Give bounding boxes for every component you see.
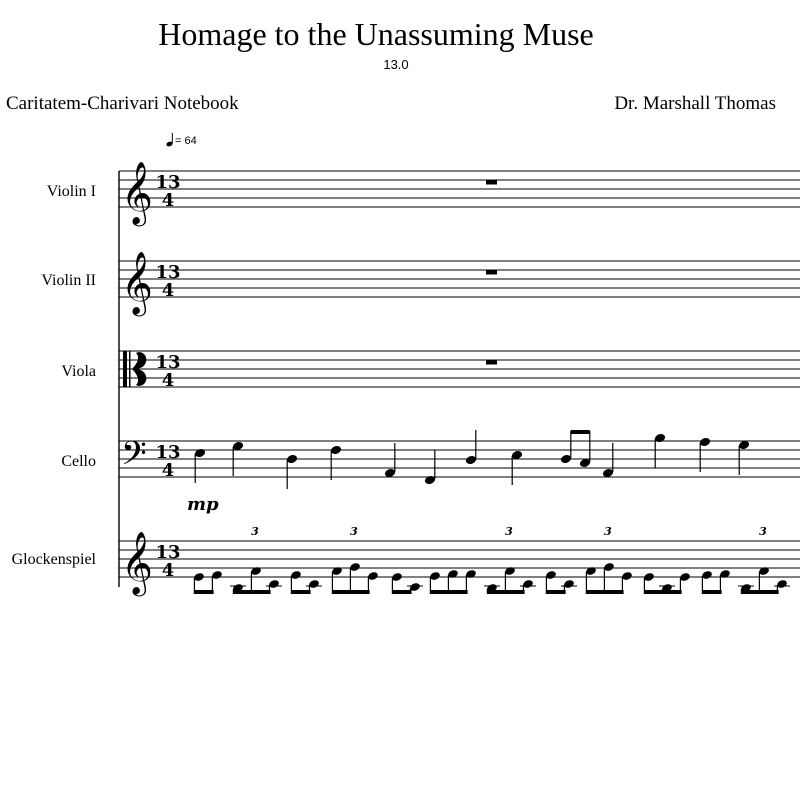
beam [702,590,721,594]
note [699,437,711,472]
beamed-group [429,569,477,594]
treble-clef-icon: 𝄞 [121,531,153,594]
beam [332,590,369,594]
note [330,445,342,480]
time-signature [155,352,180,391]
time-signature-numerator: 13 [155,442,181,463]
tuplet-number: 3 [759,525,767,538]
beamed-group [290,570,322,594]
beam [644,590,681,594]
beam [291,590,310,594]
staff-violin-2 [119,251,800,317]
instrument-label-viola: Viola [61,363,96,380]
note [465,430,477,465]
time-signature [155,442,180,481]
time-signature-numerator: 13 [155,172,181,193]
beamed-group [643,572,691,594]
note [602,443,614,478]
beam [741,590,778,594]
time-signature [155,262,180,301]
tempo-value: = 64 [175,135,197,147]
note [194,448,206,483]
beam [430,590,467,594]
cello-notes [187,430,750,515]
score-left-header: Caritatem-Charivari Notebook [6,93,239,114]
whole-rest-icon [486,360,497,365]
beam [487,590,524,594]
time-signature-denominator: 4 [161,560,175,581]
score-title: Homage to the Unassuming Muse [158,16,594,52]
time-signature-numerator: 13 [155,352,181,373]
tuplet-number: 3 [251,525,259,538]
beam [586,590,623,594]
time-signature-denominator: 4 [161,460,175,481]
time-signature-denominator: 4 [161,280,175,301]
beamed-group [193,570,223,594]
beamed-group [545,570,577,594]
time-signature [155,172,180,211]
staff-violin-1 [119,161,800,227]
score-subtitle: 13.0 [383,57,409,72]
time-signature-numerator: 13 [155,262,181,283]
instrument-label-glockenspiel: Glockenspiel [11,551,96,568]
staff-glockenspiel [119,531,800,597]
tuplet-number: 3 [604,525,612,538]
whole-rest-icon [486,270,497,275]
staff-cello [119,435,800,481]
note [511,450,523,485]
beamed-eighths [560,430,591,468]
treble-clef-icon: 𝄞 [121,251,153,314]
note [384,443,396,478]
beam [571,430,590,434]
staff-viola [119,351,800,391]
instrument-label-violin-2: Violin II [41,272,96,289]
beam [194,590,213,594]
dynamic-marking: mp [187,494,219,515]
time-signature [155,542,180,581]
time-signature-numerator: 13 [155,542,181,563]
tuplet-number: 3 [505,525,513,538]
beam [546,590,565,594]
whole-rest-icon [486,180,497,185]
beamed-group [701,569,731,594]
beam [233,590,270,594]
tuplet-number: 3 [350,525,358,538]
composer-name: Dr. Marshall Thomas [614,93,776,114]
time-signature-denominator: 4 [161,190,175,211]
note [286,454,298,489]
bass-clef-icon: 𝄢 [121,435,147,481]
note [232,441,244,476]
time-signature-denominator: 4 [161,370,175,391]
note [738,440,750,475]
instrument-label-violin-1: Violin I [46,183,96,200]
beamed-group [391,572,423,594]
treble-clef-icon: 𝄞 [121,161,153,224]
instrument-label-cello: Cello [61,453,96,470]
beam [392,590,411,594]
